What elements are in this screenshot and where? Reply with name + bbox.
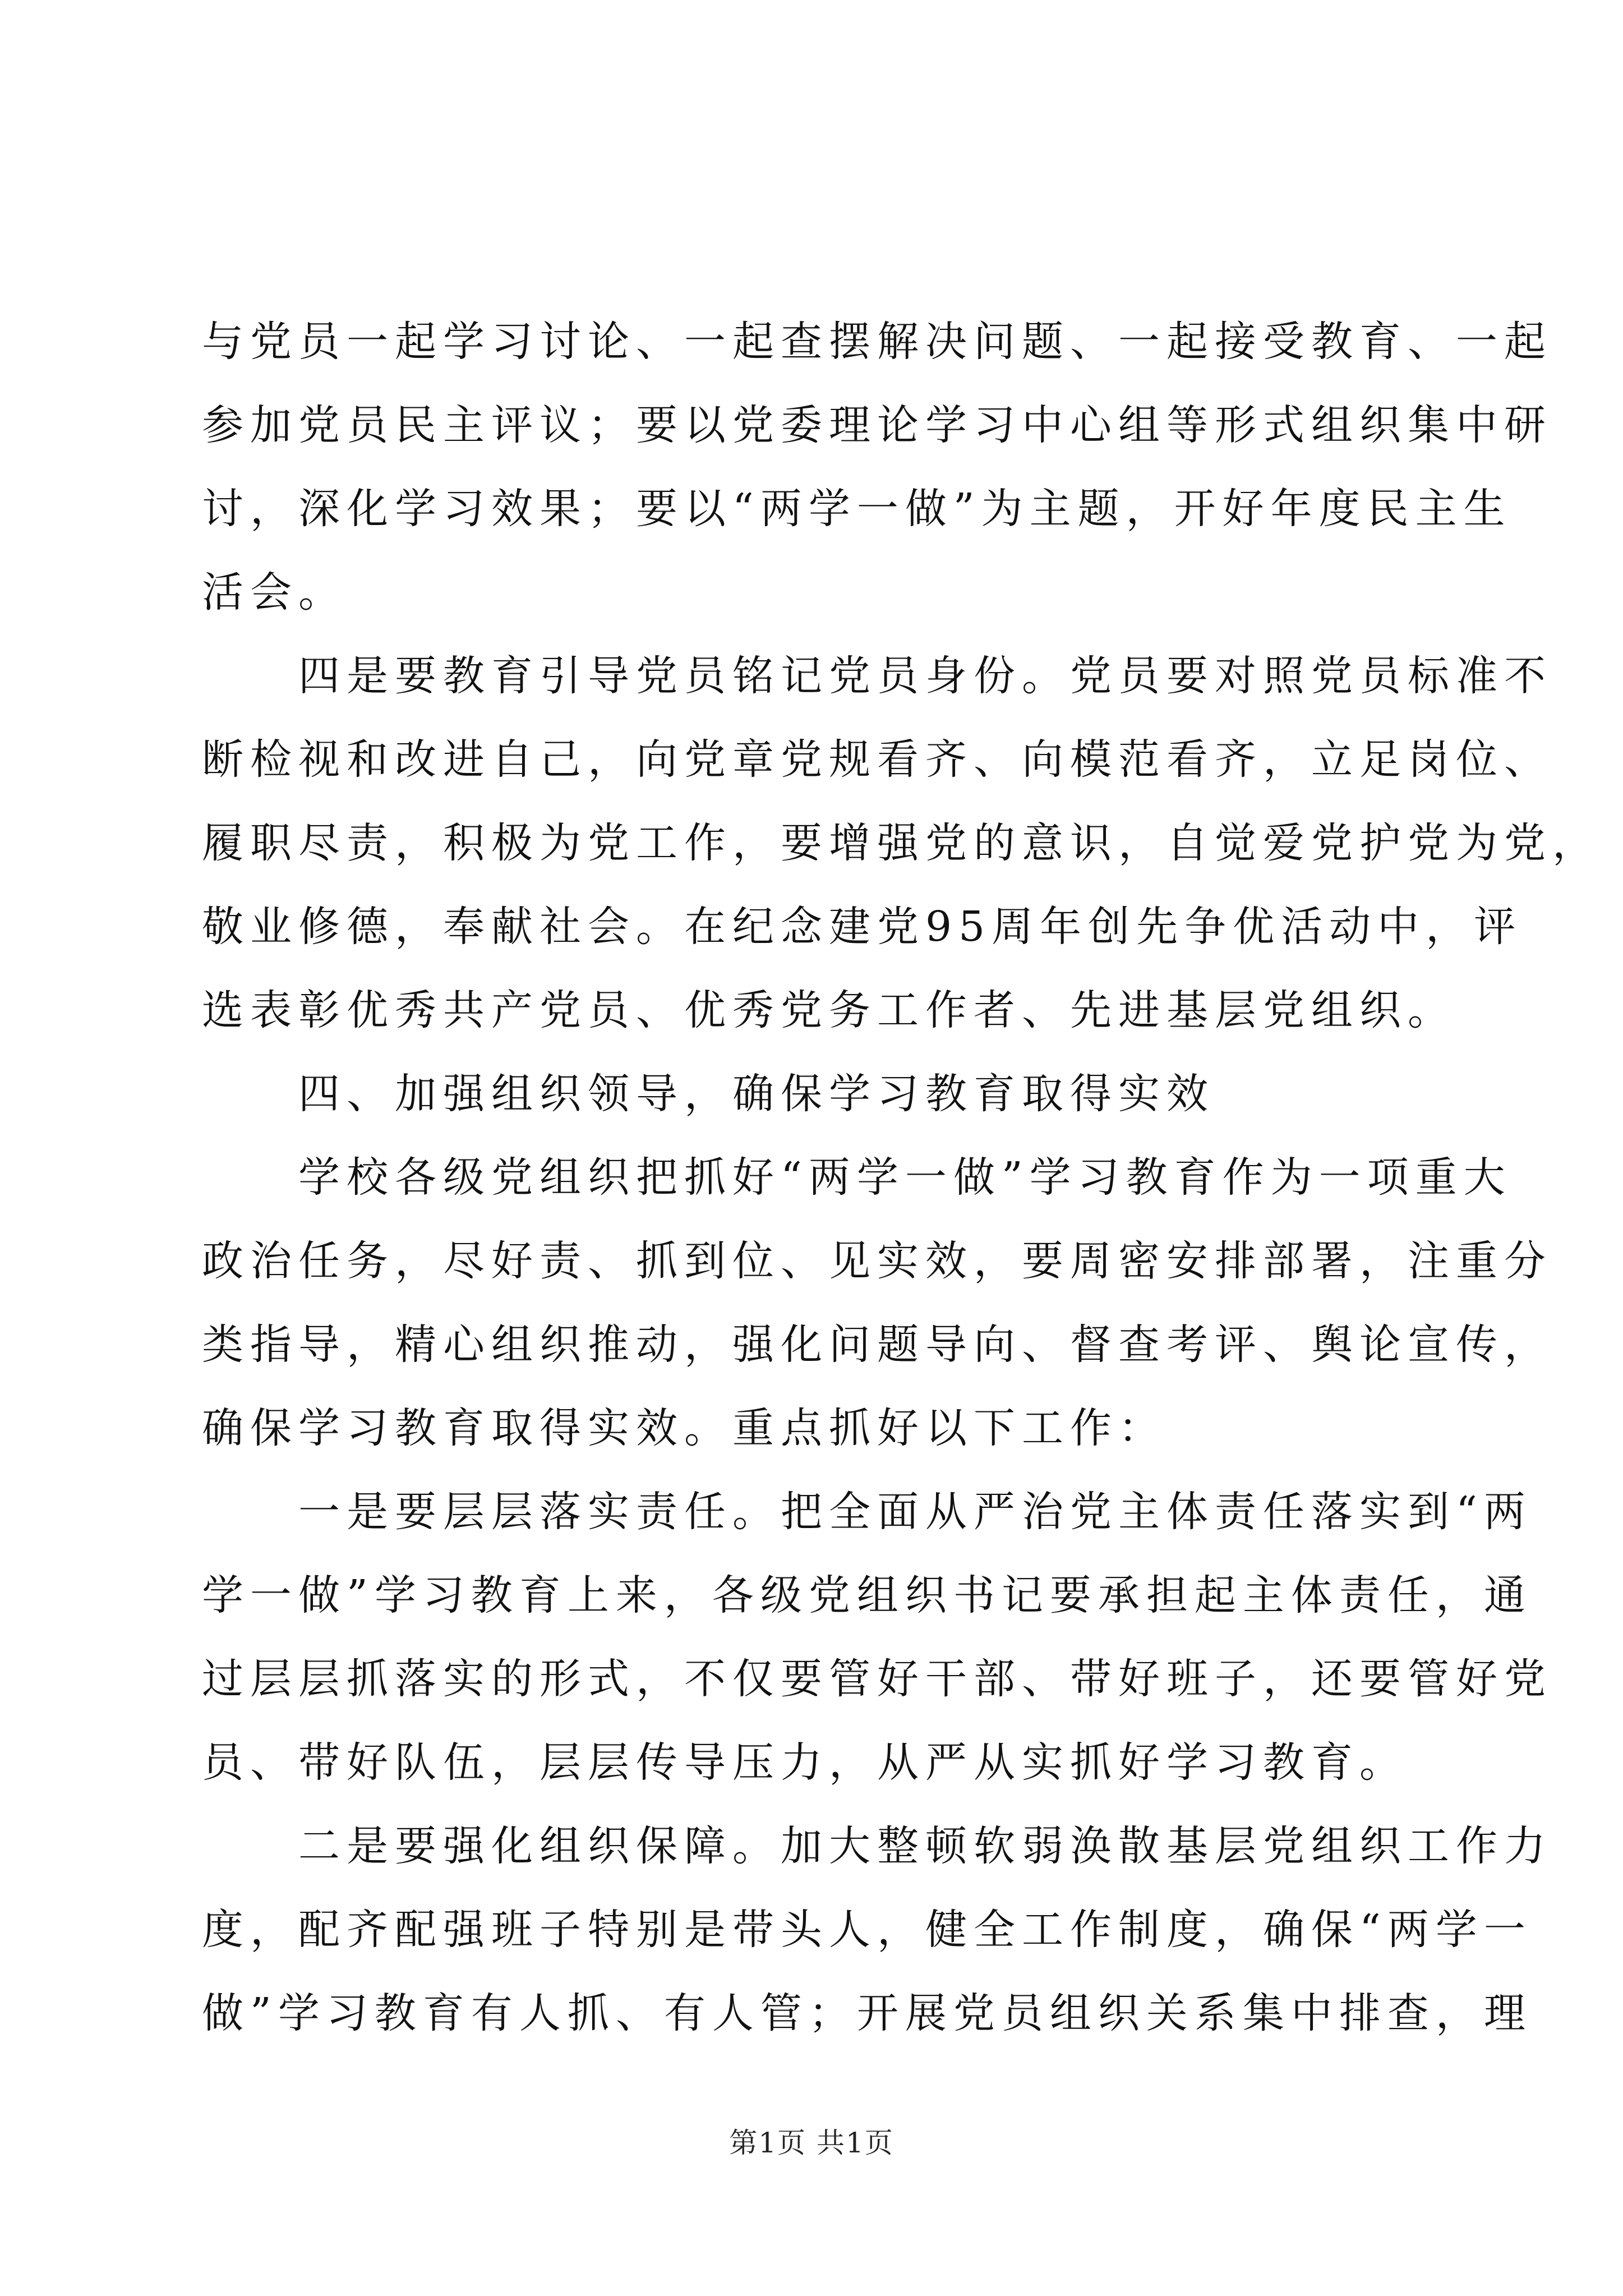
text-line: 敬业修德，奉献社会。在纪念建党95周年创先争优活动中，评 [202,903,1523,951]
text-line: 四是要教育引导党员铭记党员身份。党员要对照党员标准不 [298,652,1552,700]
text-line: 讨，深化学习效果；要以“两学一做”为主题，开好年度民主生 [202,485,1512,533]
text-line: 参加党员民主评议；要以党委理论学习中心组等形式组织集中研 [202,401,1552,449]
text-line: 二是要强化组织保障。加大整顿软弱涣散基层党组织工作力 [298,1822,1552,1870]
text-line: 类指导，精心组织推动，强化问题导向、督查考评、舆论宣传， [202,1320,1552,1369]
text-line: 选表彰优秀共产党员、优秀党务工作者、先进基层党组织。 [202,986,1456,1034]
text-line: 做”学习教育有人抓、有人管；开展党员组织关系集中排查，理 [202,1989,1532,2037]
text-line: 确保学习教育取得实效。重点抓好以下工作： [202,1404,1166,1452]
text-line: 与党员一起学习讨论、一起查摆解决问题、一起接受教育、一起 [202,318,1552,366]
text-line: 一是要层层落实责任。把全面从严治党主体责任落实到“两 [298,1488,1532,1536]
text-line: 活会。 [202,568,347,616]
text-line: 过层层抓落实的形式，不仅要管好干部、带好班子，还要管好党 [202,1655,1552,1703]
text-line: 员、带好队伍，层层传导压力，从严从实抓好学习教育。 [202,1738,1408,1787]
text-line: 度，配齐配强班子特别是带头人，健全工作制度，确保“两学一 [202,1906,1532,1954]
document-body [202,300,1601,2055]
text-line: 履职尽责，积极为党工作，要增强党的意识，自觉爱党护党为党， [202,819,1601,867]
page-footer: 第1页 共1页 [729,2127,894,2159]
text-line: 政治任务，尽好责、抓到位、见实效，要周密安排部署，注重分 [202,1237,1552,1285]
text-line: 学校各级党组织把抓好“两学一做”学习教育作为一项重大 [298,1153,1512,1202]
text-line: 学一做”学习教育上来，各级党组织书记要承担起主体责任，通 [202,1571,1532,1619]
text-line: 四、加强组织领导，确保学习教育取得实效 [298,1070,1215,1118]
text-line: 断检视和改进自己，向党章党规看齐、向模范看齐，立足岗位、 [202,735,1552,784]
